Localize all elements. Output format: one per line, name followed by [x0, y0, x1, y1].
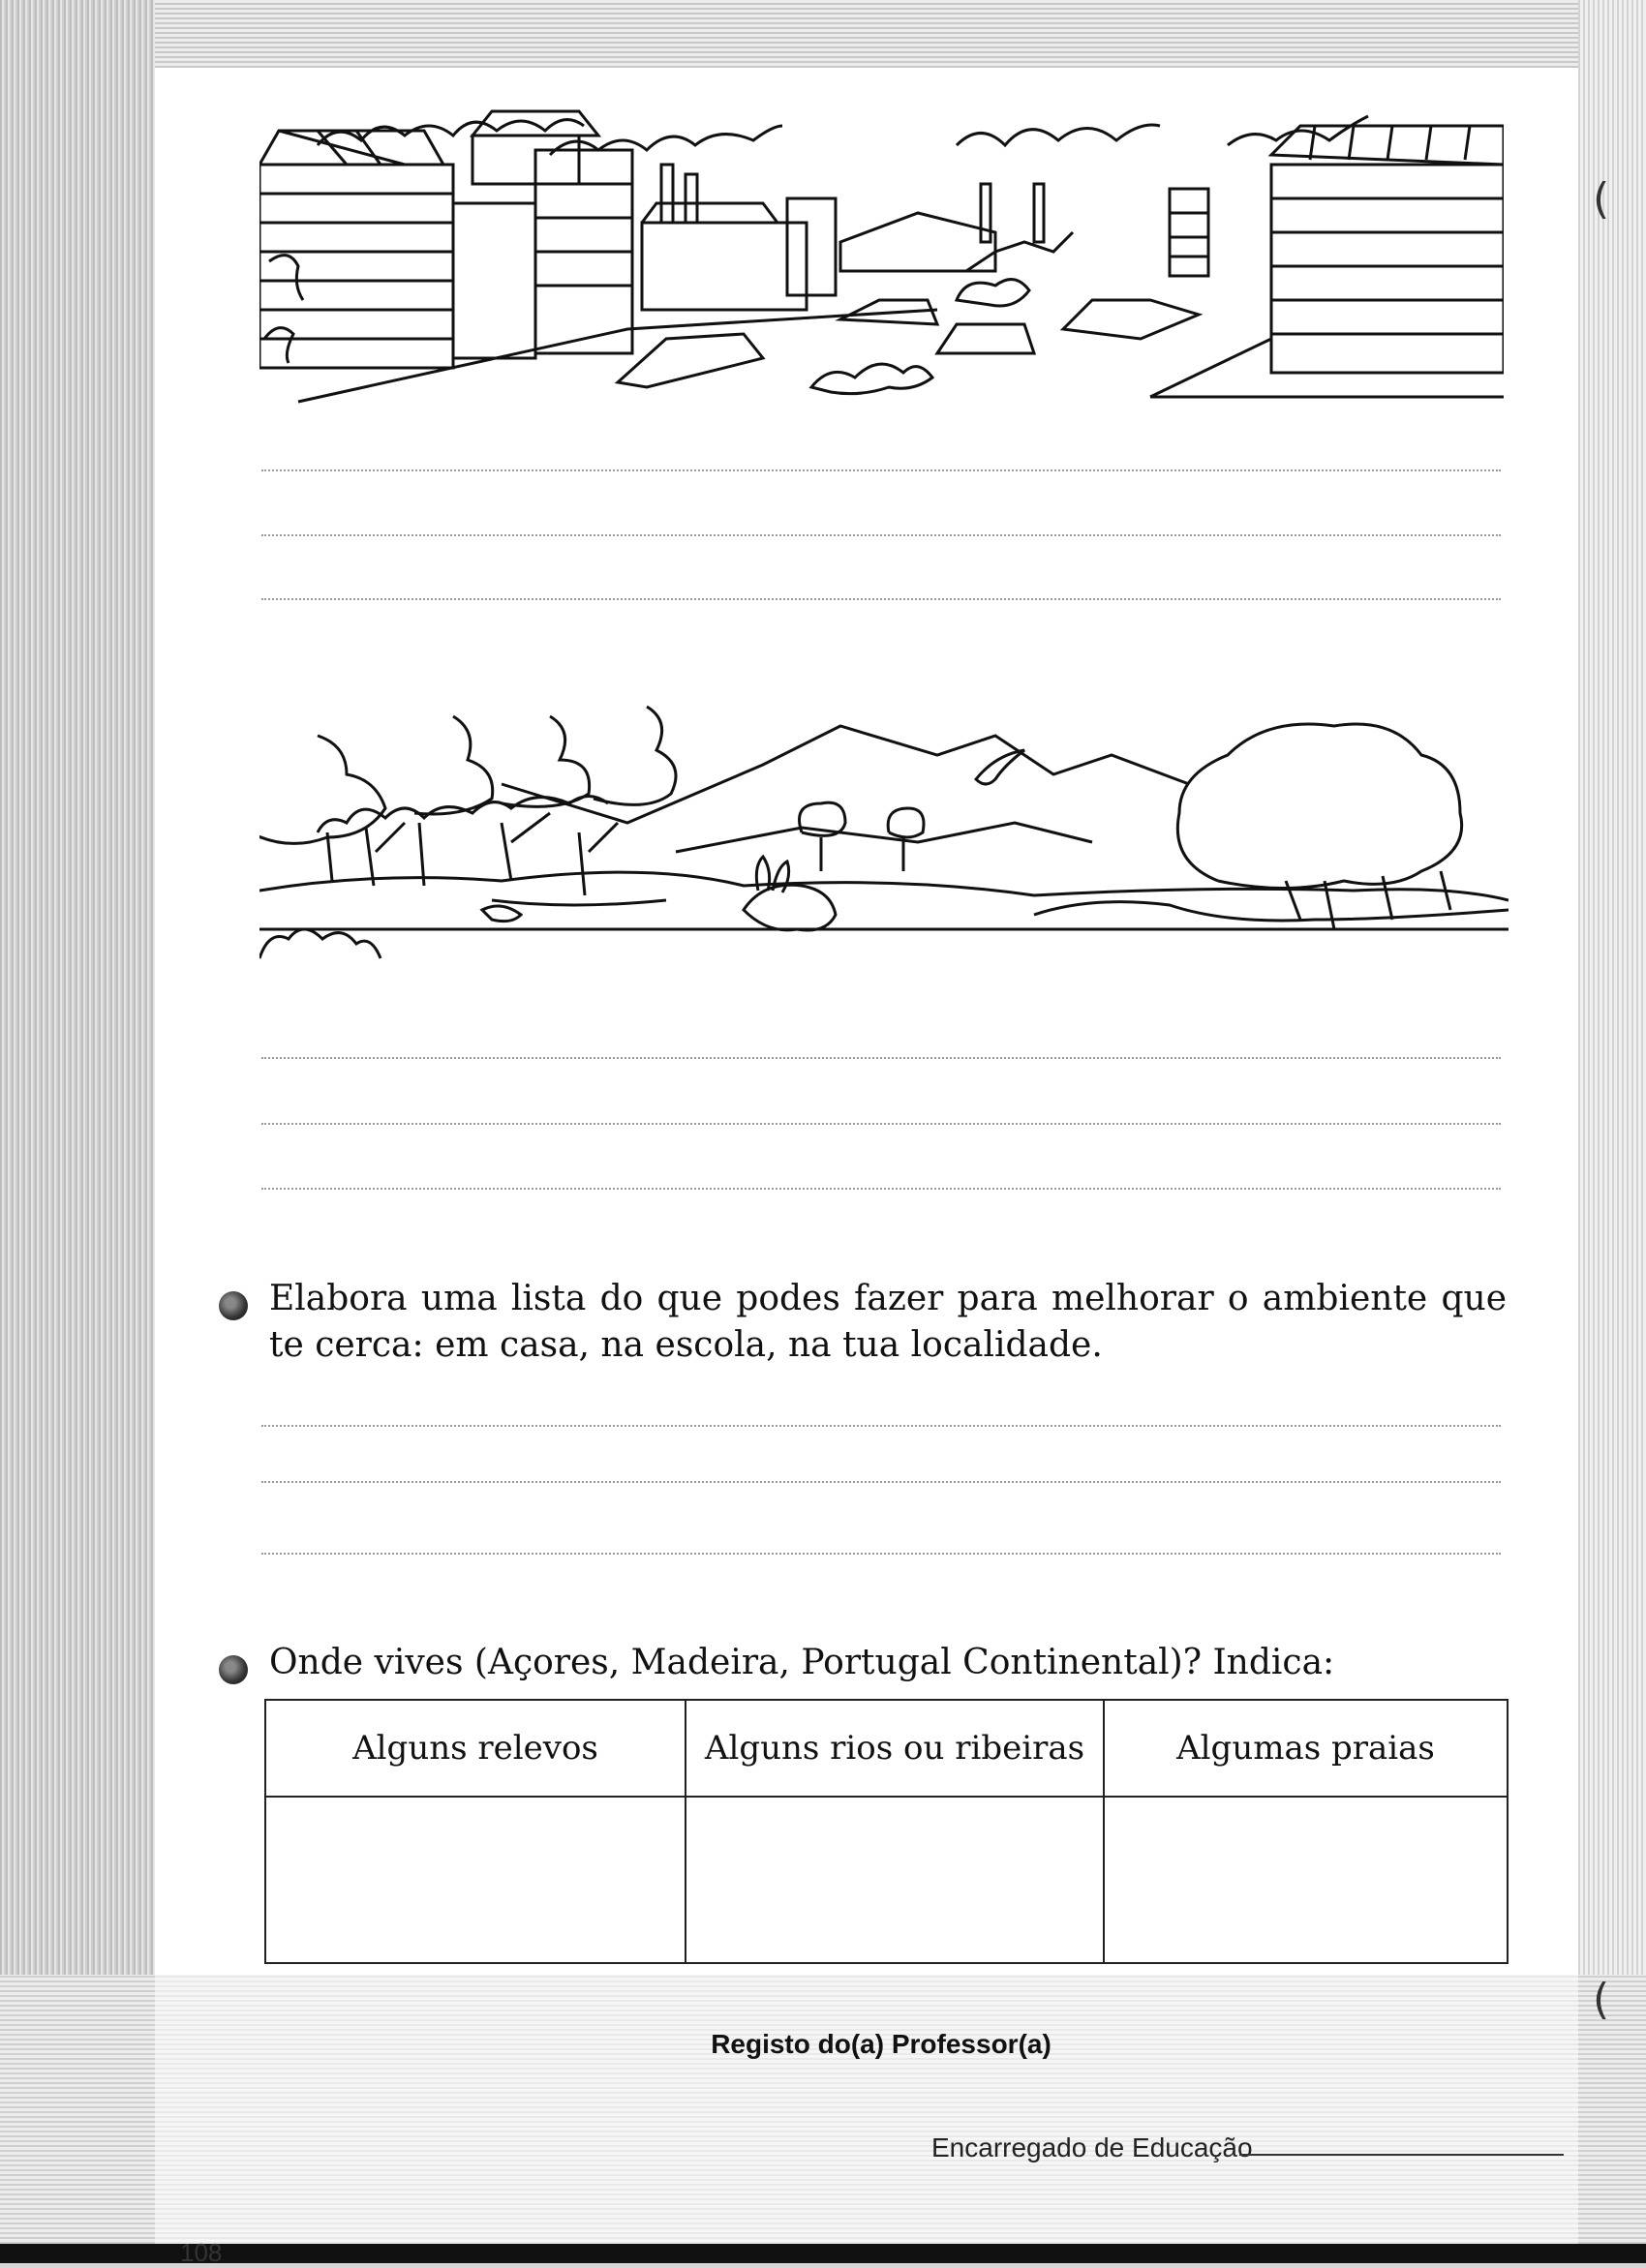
- question-6-text: Onde vives (Açores, Madeira, Portugal Continental)? Indica:: [269, 1643, 1335, 1682]
- polluted-city-illustration: [259, 106, 1504, 416]
- answer-line[interactable]: [261, 1481, 1501, 1483]
- page-number: 108: [180, 2238, 223, 2267]
- table-header: Alguns rios ou ribeiras: [686, 1700, 1104, 1797]
- scan-border-left: [0, 0, 155, 2263]
- scan-border-top: [0, 0, 1646, 68]
- answer-table: [264, 1699, 1509, 1964]
- nature-landscape-illustration: [259, 697, 1509, 987]
- table-header: Alguns relevos: [265, 1700, 686, 1797]
- question-bullet-icon: [219, 1655, 248, 1684]
- teacher-record-label: Registo do(a) Professor(a): [711, 2029, 1052, 2059]
- answer-line[interactable]: [261, 1425, 1501, 1427]
- margin-hole-mark: (: [1593, 174, 1610, 224]
- answer-line[interactable]: [261, 1123, 1501, 1125]
- scan-border-right: [1578, 0, 1646, 2263]
- answer-line[interactable]: [261, 1057, 1501, 1059]
- answer-cell-praias[interactable]: [1104, 1797, 1508, 1963]
- margin-hole-mark: (: [1593, 1975, 1610, 2024]
- answer-line[interactable]: [261, 1553, 1501, 1555]
- answer-line[interactable]: [261, 534, 1501, 536]
- worksheet-page-lower: [155, 1975, 1578, 2244]
- answer-cell-rios[interactable]: [686, 1797, 1104, 1963]
- scan-bottom-edge: [0, 2244, 1646, 2263]
- table-header: Algumas praias: [1104, 1700, 1508, 1797]
- answer-line[interactable]: [261, 1188, 1501, 1190]
- guardian-label: Encarregado de Educação: [931, 2132, 1253, 2162]
- answer-line[interactable]: [261, 598, 1501, 600]
- question-bullet-icon: [219, 1291, 248, 1320]
- question-5-text: Elabora uma lista do que podes fazer para melhorar o ambiente que te cerca: em casa, na escola, na tua localidade.: [269, 1279, 1507, 1365]
- guardian-signature-line[interactable]: [1239, 2154, 1564, 2156]
- answer-cell-relevos[interactable]: [265, 1797, 686, 1963]
- answer-line[interactable]: [261, 469, 1501, 471]
